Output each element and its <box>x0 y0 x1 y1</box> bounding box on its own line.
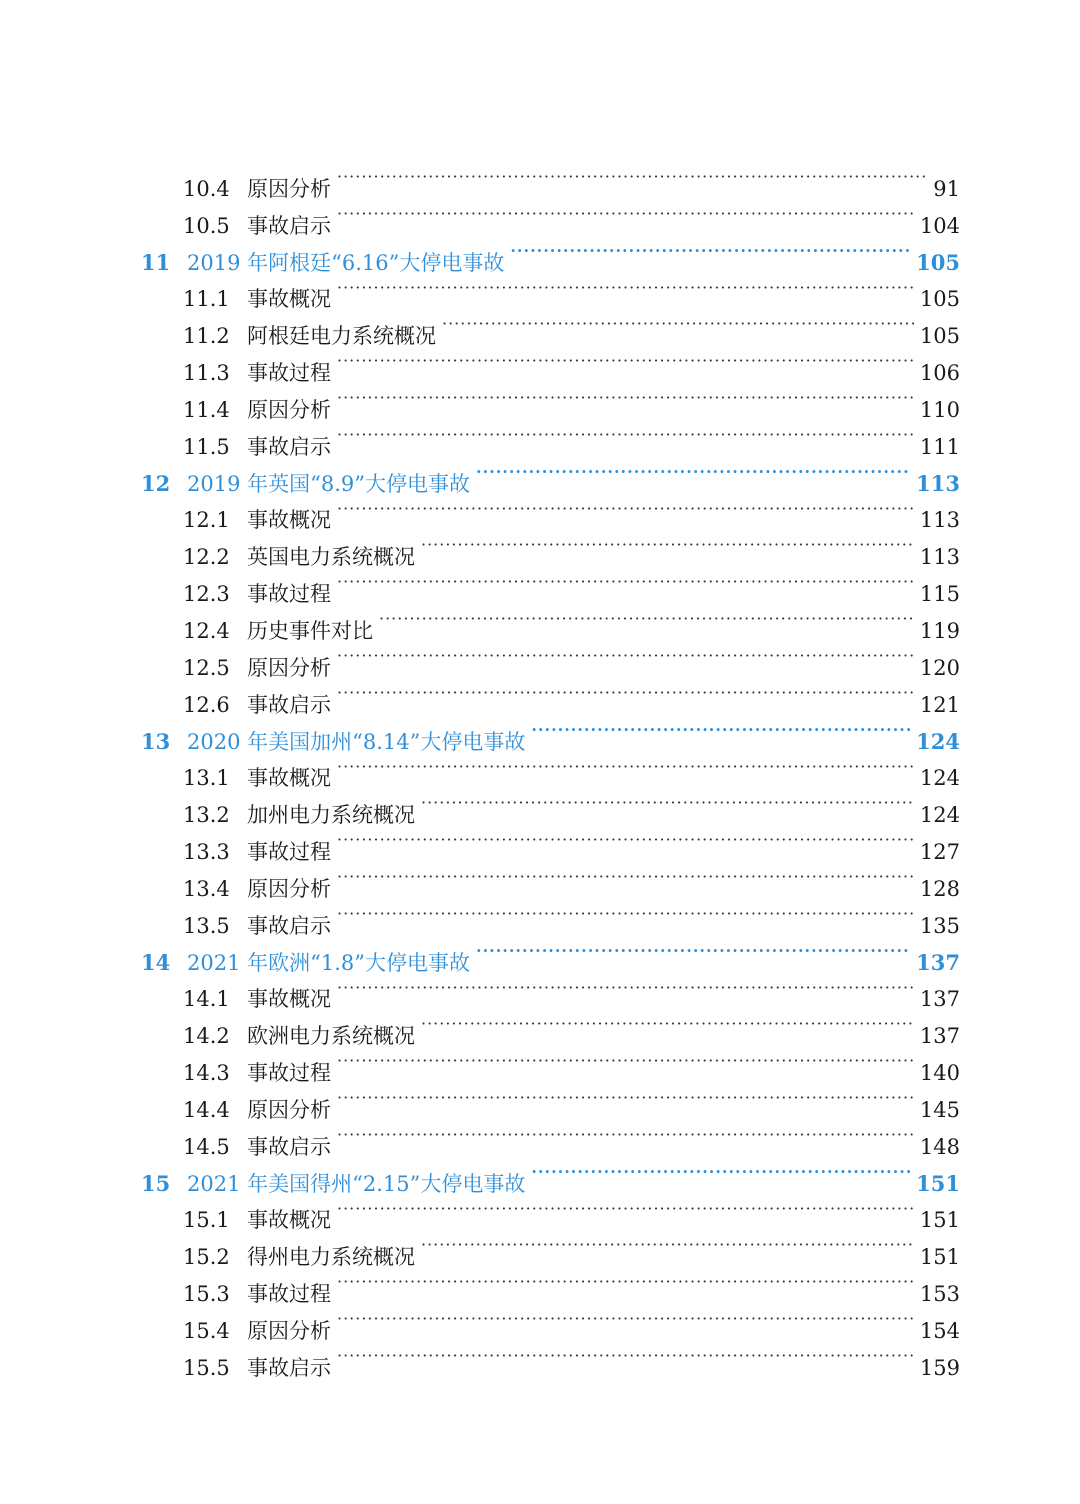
toc-entry-11-1[interactable] <box>0 270 1080 312</box>
toc-section-number: 12.1 <box>183 508 230 533</box>
toc-entry-11-3[interactable] <box>0 343 1080 386</box>
dot-leader <box>337 1264 914 1301</box>
toc-chapter-title[interactable]: 2019 年英国“8.9”大停电事故 <box>187 471 470 496</box>
toc-entry-12-6[interactable] <box>0 675 1080 717</box>
toc-entry-12-2[interactable] <box>0 527 1080 570</box>
toc-page-number: 113 <box>916 470 960 496</box>
toc-entry-13-5[interactable] <box>0 896 1080 938</box>
toc-section-number: 14.2 <box>183 1024 230 1049</box>
toc-section-title[interactable]: 得州电力系统概况 <box>247 1245 415 1270</box>
toc-page-number: 105 <box>919 324 960 349</box>
dot-leader <box>442 306 914 343</box>
toc-page-number: 121 <box>919 692 960 717</box>
table-of-contents <box>0 159 1080 1380</box>
toc-page-number: 113 <box>919 545 960 570</box>
toc-page-number: 113 <box>919 508 960 533</box>
toc-section-number: 12.2 <box>183 545 230 570</box>
toc-section-title[interactable]: 事故过程 <box>247 361 331 386</box>
toc-page-number: 128 <box>919 876 960 901</box>
toc-page-number: 124 <box>919 766 960 791</box>
toc-entry-15-2[interactable] <box>0 1227 1080 1270</box>
dot-leader <box>337 343 914 380</box>
toc-section-title[interactable]: 事故过程 <box>247 840 331 865</box>
toc-chapter-title[interactable]: 2019 年阿根廷“6.16”大停电事故 <box>187 250 505 275</box>
toc-section-title[interactable]: 事故概况 <box>247 987 331 1012</box>
toc-entry-14-3[interactable] <box>0 1043 1080 1086</box>
toc-chapter-number: 12 <box>141 470 171 496</box>
toc-section-title[interactable]: 事故启示 <box>247 213 331 238</box>
toc-entry-13-4[interactable] <box>0 859 1080 901</box>
toc-entry-11-5[interactable] <box>0 417 1080 459</box>
dot-leader <box>421 527 914 564</box>
toc-entry-13-3[interactable] <box>0 822 1080 865</box>
toc-section-title[interactable]: 加州电力系统概况 <box>247 803 415 828</box>
toc-section-title[interactable]: 事故过程 <box>247 1282 331 1307</box>
toc-entry-14-1[interactable] <box>0 970 1080 1012</box>
toc-entry-10-5[interactable] <box>0 196 1080 238</box>
toc-entry-12-5[interactable] <box>0 638 1080 680</box>
toc-entry-11-4[interactable] <box>0 380 1080 422</box>
dot-leader <box>337 1191 914 1228</box>
dot-leader <box>337 1301 914 1338</box>
toc-entry-15-1[interactable] <box>0 1191 1080 1233</box>
toc-page-number: 115 <box>919 582 960 607</box>
toc-section-number: 15.2 <box>183 1245 230 1270</box>
dot-leader <box>531 1154 910 1191</box>
toc-section-number: 14.5 <box>183 1134 230 1159</box>
dot-leader <box>476 454 910 491</box>
toc-entry-14-5[interactable] <box>0 1117 1080 1159</box>
toc-section-number: 12.4 <box>183 618 230 643</box>
toc-section-number: 11.1 <box>183 287 230 312</box>
toc-section-title[interactable]: 事故概况 <box>247 287 331 312</box>
toc-chapter-number: 14 <box>141 949 171 975</box>
toc-chapter-13[interactable] <box>0 712 1080 754</box>
toc-page-number: 111 <box>919 434 960 459</box>
dot-leader <box>337 896 914 933</box>
dot-leader <box>476 933 910 970</box>
toc-section-title[interactable]: 原因分析 <box>247 655 331 680</box>
toc-page-number: 137 <box>919 987 960 1012</box>
toc-page-number: 135 <box>919 913 960 938</box>
toc-page-number: 120 <box>919 655 960 680</box>
toc-chapter-title[interactable]: 2021 年欧洲“1.8”大停电事故 <box>187 950 470 975</box>
toc-section-number: 14.3 <box>183 1061 230 1086</box>
toc-page-number: 137 <box>916 949 960 975</box>
dot-leader <box>337 159 927 196</box>
toc-entry-10-4[interactable] <box>0 159 1080 201</box>
dot-leader <box>421 785 914 822</box>
toc-page-number: 91 <box>933 176 960 201</box>
toc-section-number: 10.4 <box>183 176 230 201</box>
toc-page-number: 137 <box>919 1024 960 1049</box>
toc-section-number: 11.4 <box>183 397 230 422</box>
toc-section-number: 11.2 <box>183 324 230 349</box>
toc-chapter-14[interactable] <box>0 933 1080 975</box>
toc-section-title[interactable]: 历史事件对比 <box>247 618 373 643</box>
toc-section-number: 13.3 <box>183 840 230 865</box>
dot-leader <box>337 1117 914 1154</box>
toc-section-number: 15.1 <box>183 1208 230 1233</box>
toc-section-title[interactable]: 事故概况 <box>247 766 331 791</box>
dot-leader <box>337 749 914 786</box>
toc-page-number: 140 <box>919 1061 960 1086</box>
toc-section-title[interactable]: 欧洲电力系统概况 <box>247 1024 415 1049</box>
toc-entry-15-5[interactable] <box>0 1338 1080 1380</box>
toc-page-number: 119 <box>919 618 960 643</box>
toc-page-number: 151 <box>919 1208 960 1233</box>
toc-chapter-number: 15 <box>141 1170 171 1196</box>
toc-section-title[interactable]: 事故启示 <box>247 1134 331 1159</box>
toc-page-number: 151 <box>919 1245 960 1270</box>
toc-section-number: 13.1 <box>183 766 230 791</box>
toc-chapter-15[interactable] <box>0 1154 1080 1196</box>
dot-leader <box>337 491 914 528</box>
toc-page-number: 106 <box>919 361 960 386</box>
dot-leader <box>421 1227 914 1264</box>
dot-leader <box>337 859 914 896</box>
toc-chapter-title[interactable]: 2021 年美国得州“2.15”大停电事故 <box>187 1171 526 1196</box>
toc-section-number: 15.3 <box>183 1282 230 1307</box>
toc-section-number: 12.5 <box>183 655 230 680</box>
toc-entry-12-4[interactable] <box>0 601 1080 643</box>
toc-entry-14-2[interactable] <box>0 1006 1080 1049</box>
dot-leader <box>337 970 914 1007</box>
dot-leader <box>337 1080 914 1117</box>
toc-entry-11-2[interactable] <box>0 306 1080 349</box>
toc-section-title[interactable]: 英国电力系统概况 <box>247 545 415 570</box>
dot-leader <box>337 638 914 675</box>
toc-section-number: 15.4 <box>183 1319 230 1343</box>
toc-page-number: 104 <box>919 213 960 238</box>
toc-section-title[interactable]: 事故过程 <box>247 1061 331 1086</box>
toc-section-title[interactable]: 事故启示 <box>247 913 331 938</box>
toc-page-number: 110 <box>919 397 960 422</box>
dot-leader <box>337 822 914 859</box>
dot-leader <box>337 417 914 454</box>
toc-page-number: 105 <box>916 249 960 275</box>
toc-page-number: 124 <box>916 728 960 754</box>
toc-section-number: 12.6 <box>183 692 230 717</box>
toc-page-number: 124 <box>919 803 960 828</box>
toc-page-number: 153 <box>919 1282 960 1307</box>
toc-page-number: 105 <box>919 287 960 312</box>
toc-page-number: 127 <box>919 840 960 865</box>
toc-entry-15-4[interactable] <box>0 1301 1080 1343</box>
toc-section-number: 13.4 <box>183 876 230 901</box>
dot-leader <box>337 675 914 712</box>
toc-section-title[interactable]: 阿根廷电力系统概况 <box>247 324 436 349</box>
toc-entry-14-4[interactable] <box>0 1080 1080 1122</box>
dot-leader <box>421 1006 914 1043</box>
toc-section-title[interactable]: 事故启示 <box>247 692 331 717</box>
dot-leader <box>337 270 914 307</box>
toc-section-title[interactable]: 原因分析 <box>247 876 331 901</box>
toc-section-title[interactable]: 事故过程 <box>247 582 331 607</box>
dot-leader <box>337 564 914 601</box>
toc-section-number: 14.4 <box>183 1097 230 1122</box>
toc-section-title[interactable]: 事故启示 <box>247 1355 331 1380</box>
toc-entry-12-1[interactable] <box>0 491 1080 533</box>
toc-section-number: 10.5 <box>183 213 230 238</box>
toc-section-title[interactable]: 原因分析 <box>247 1319 331 1343</box>
toc-section-title[interactable]: 事故启示 <box>247 434 331 459</box>
toc-page-number: 145 <box>919 1097 960 1122</box>
dot-leader <box>337 380 914 417</box>
toc-section-title[interactable]: 原因分析 <box>247 397 331 422</box>
dot-leader <box>337 1043 914 1080</box>
toc-section-number: 12.3 <box>183 582 230 607</box>
toc-page-number: 159 <box>919 1355 960 1380</box>
toc-page-number: 151 <box>916 1170 960 1196</box>
toc-chapter-11[interactable] <box>0 233 1080 275</box>
toc-entry-13-1[interactable] <box>0 749 1080 791</box>
toc-page-number: 154 <box>919 1319 960 1343</box>
toc-chapter-number: 11 <box>141 249 171 275</box>
toc-entry-13-2[interactable] <box>0 785 1080 828</box>
toc-section-number: 15.5 <box>183 1355 230 1380</box>
toc-section-title[interactable]: 事故概况 <box>247 1208 331 1233</box>
toc-section-number: 11.3 <box>183 361 230 386</box>
toc-section-title[interactable]: 事故概况 <box>247 508 331 533</box>
dot-leader <box>510 233 910 270</box>
toc-section-title[interactable]: 原因分析 <box>247 176 331 201</box>
dot-leader <box>337 1338 914 1375</box>
toc-chapter-12[interactable] <box>0 454 1080 496</box>
toc-section-number: 13.5 <box>183 913 230 938</box>
toc-chapter-number: 13 <box>141 728 171 754</box>
dot-leader <box>337 196 914 233</box>
toc-entry-12-3[interactable] <box>0 564 1080 607</box>
toc-section-title[interactable]: 原因分析 <box>247 1097 331 1122</box>
toc-section-number: 11.5 <box>183 434 230 459</box>
toc-section-number: 13.2 <box>183 803 230 828</box>
dot-leader <box>531 712 910 749</box>
toc-section-number: 14.1 <box>183 987 230 1012</box>
toc-chapter-title[interactable]: 2020 年美国加州“8.14”大停电事故 <box>187 729 526 754</box>
toc-entry-15-3[interactable] <box>0 1264 1080 1307</box>
toc-page-number: 148 <box>919 1134 960 1159</box>
dot-leader <box>379 601 914 638</box>
